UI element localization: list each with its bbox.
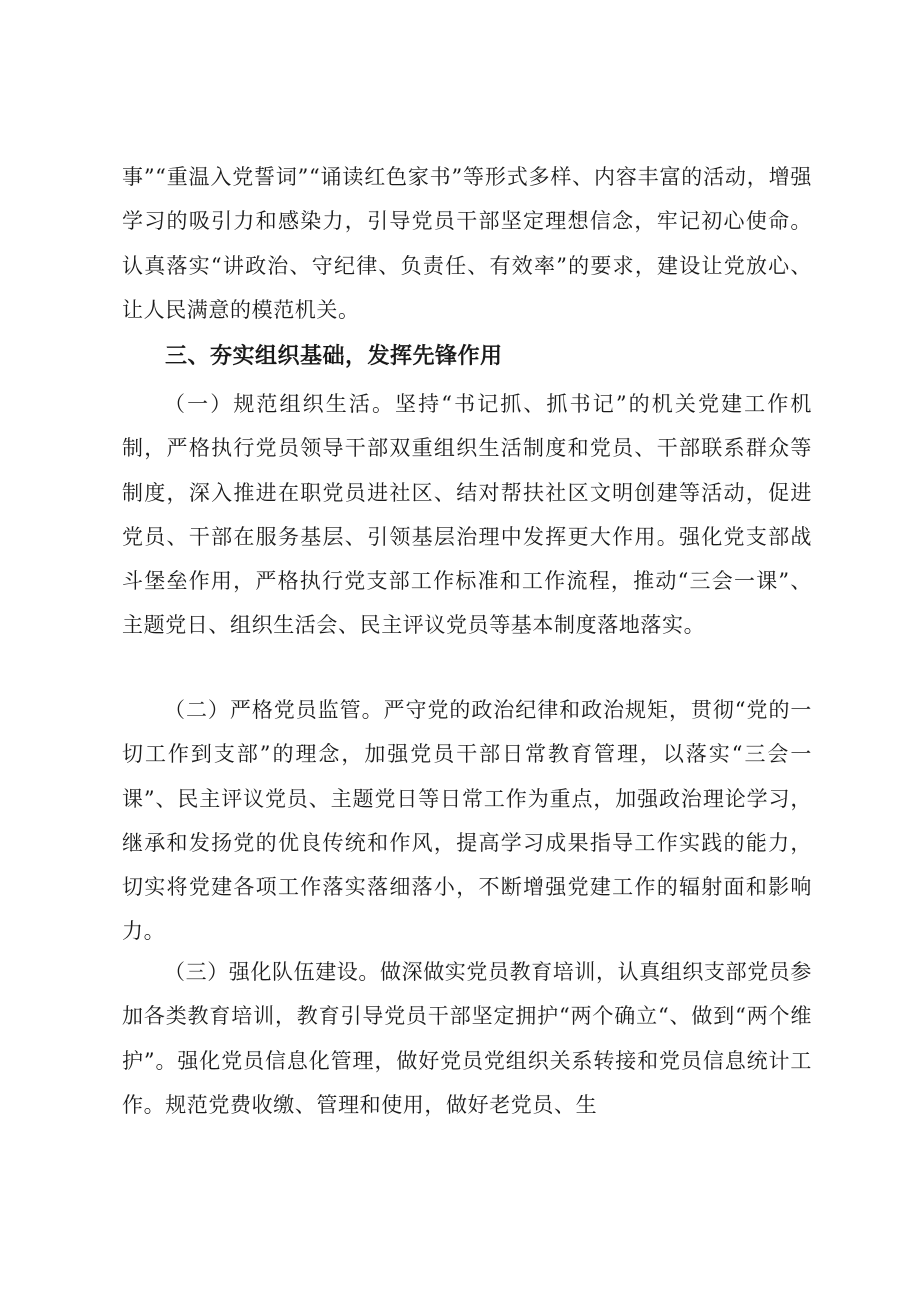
paragraph-2: （二）严格党员监管。严守党的政治纪律和政治规矩，贯彻“党的一切工作到支部”的理念，加强党员干部日常教育管理，以落实“三会一课”、民主评议党员、主题党日等日常工作为重点，加强政治理论学习，继承和发扬党的优良传统和作风，提高学习成果指导工作实践的能力，切实将党建各项工作落实落细落小，不断增强党建工作的辐射面和影响力。 — [122, 698, 812, 944]
paragraph-1: （一）规范组织生活。坚持“书记抓、抓书记”的机关党建工作机制，严格执行党员领导干部双重组织生活制度和党员、干部联系群众等制度，深入推进在职党员进社区、结对帮扶社区文明创建等活动，促进党员、干部在服务基层、引领基层治理中发挥更大作用。强化党支部战斗堡垒作用，严格执行党支部工作标准和工作流程，推动“三会一课”、主题党日、组织生活会、民主评议党员等基本制度落地落实。 — [122, 392, 812, 638]
paragraph-3: （三）强化队伍建设。做深做实党员教育培训，认真组织支部党员参加各类教育培训，教育引导党员干部坚定拥护“两个确立“、做到“两个维护”。强化党员信息化管理，做好党员党组织关系转接和党员信息统计工作。规范党费收缴、管理和使用，做好老党员、生 — [122, 960, 812, 1117]
section-heading: 三、夯实组织基础，发挥先锋作用 — [165, 344, 503, 369]
continued-paragraph: 事”“重温入党誓词”“诵读红色家书”等形式多样、内容丰富的活动，增强学习的吸引力和感染力，引导党员干部坚定理想信念，牢记初心使命。认真落实“讲政治、守纪律、负责任、有效率”的要求，建设让党放心、让人民满意的模范机关。 — [122, 165, 812, 322]
